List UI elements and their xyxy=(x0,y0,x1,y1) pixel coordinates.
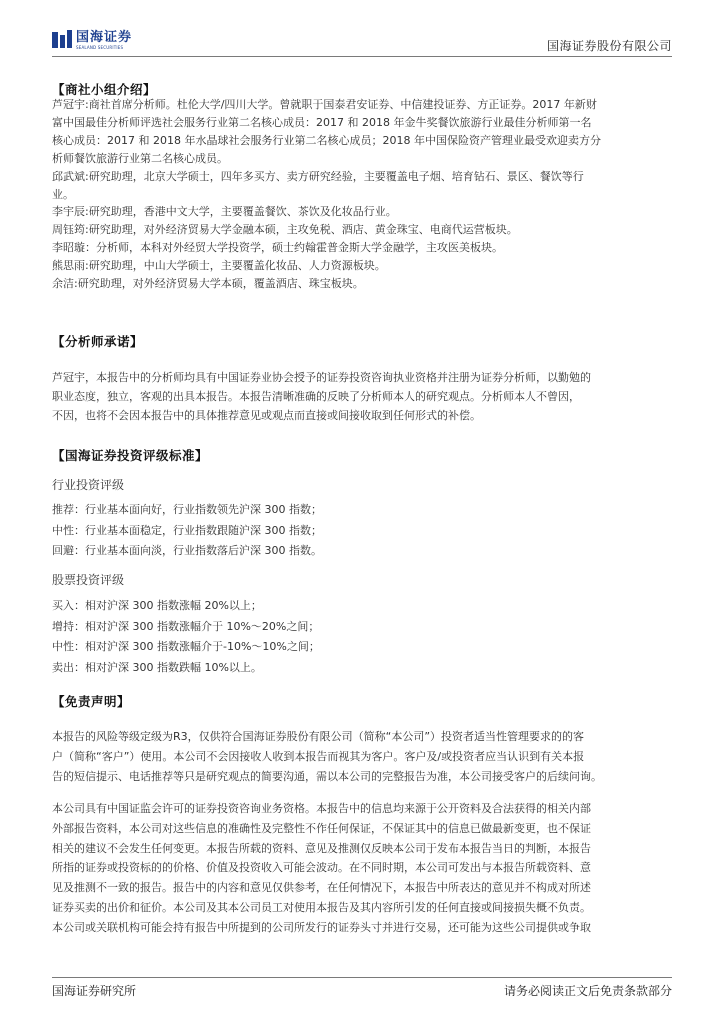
disclaimer-line: 本公司或关联机构可能会持有报告中所提到的公司所发行的证券头寸并进行交易，还可能为这些公司提供或争取 xyxy=(52,920,591,934)
disclaimer-line: 告的短信提示、电话推荐等只是研究观点的简要沟通，需以本公司的完整报告为准，本公司接受客户的后续问询。 xyxy=(52,770,602,783)
company-logo xyxy=(52,30,132,50)
disclaimer-line: 见及推测不一致的报告。报告中的内容和意见仅供参考，在任何情况下，本报告中所表达的意见并不构成对所述 xyxy=(52,881,591,895)
stock-rating-list xyxy=(52,596,320,678)
disclaimer-paragraph-1 xyxy=(52,727,672,787)
team-line: 周钰筠:研究助理，对外经济贸易大学金融本硕，主攻免税、酒店、黄金珠宝、电商代运营板块。 xyxy=(52,223,518,237)
team-line: 李宇辰:研究助理，香港中文大学，主要覆盖餐饮、茶饮及化妆品行业。 xyxy=(52,205,397,219)
stock-rating-item: 增持：相对沪深 300 指数涨幅介于 10%～20%之间； xyxy=(52,619,320,633)
disclaimer-line: 所指的证券或投资标的的价格、价值及投资收入可能会波动。在不同时期，本公司可发出与本报告所载资料、意 xyxy=(52,861,591,875)
industry-rating-item: 回避：行业基本面向淡，行业指数落后沪深 300 指数。 xyxy=(52,544,322,557)
team-line: 析师餐饮旅游行业第二名核心成员。 xyxy=(52,151,228,165)
team-line: 芦冠宇:商社首席分析师。杜伦大学/四川大学。曾就职于国泰君安证券、中信建投证券、方正证券。2017 年新财 xyxy=(52,98,597,111)
commitment-line: 职业态度，独立，客观的出具本报告。本报告清晰准确的反映了分析师本人的研究观点。分析师本人不曾因， xyxy=(52,390,580,403)
team-line: 熊思雨:研究助理，中山大学硕士，主要覆盖化妆品、人力资源板块。 xyxy=(52,259,386,273)
commitment-text xyxy=(52,368,672,425)
disclaimer-line: 户（简称“客户”）使用。本公司不会因接收人收到本报告而视其为客户。客户及/或投资者应当认识到有关本报 xyxy=(52,750,585,763)
footer-notice: 请务必阅读正文后免责条款部分 xyxy=(503,984,672,998)
stock-rating-title: 股票投资评级 xyxy=(52,573,125,587)
page-header xyxy=(52,28,672,57)
commitment-section-title: 【分析师承诺】 xyxy=(52,334,144,349)
rating-section-title: 【国海证券投资评级标准】 xyxy=(52,448,209,463)
team-line: 业。 xyxy=(52,187,74,201)
team-line: 富中国最佳分析师评选社会服务行业第二名核心成员：2017 和 2018 年金牛奖餐饮旅游行业最佳分析师第一名 xyxy=(52,115,592,129)
commitment-line: 芦冠宇，本报告中的分析师均具有中国证券业协会授予的证券投资咨询执业资格并注册为证券分析师，以勤勉的 xyxy=(52,371,591,384)
team-section-title: 【商社小组介绍】 xyxy=(52,82,157,97)
logo-icon xyxy=(52,30,72,50)
disclaimer-section-title: 【免责声明】 xyxy=(52,694,131,709)
stock-rating-item: 卖出：相对沪深 300 指数跌幅 10%以上。 xyxy=(52,660,262,674)
disclaimer-line: 本公司具有中国证监会许可的证券投资咨询业务资格。本报告中的信息均来源于公开资料及合法获得的相关内部 xyxy=(52,802,591,815)
disclaimer-line: 证券买卖的出价和征价。本公司及其本公司员工对使用本报告及其内容所引发的任何直接或间接损失概不负责。 xyxy=(52,900,591,914)
logo-name-cn: 国海证券 xyxy=(76,29,133,45)
team-line: 余洁:研究助理，对外经济贸易大学本硕，覆盖酒店、珠宝板块。 xyxy=(52,277,364,291)
industry-rating-item: 中性：行业基本面稳定，行业指数跟随沪深 300 指数； xyxy=(52,523,322,537)
disclaimer-paragraph-2 xyxy=(52,799,672,938)
stock-rating-item: 中性：相对沪深 300 指数涨幅介于-10%～10%之间； xyxy=(52,640,320,653)
stock-rating-item: 买入：相对沪深 300 指数涨幅 20%以上； xyxy=(52,599,262,612)
disclaimer-line: 外部报告资料，本公司对这些信息的准确性及完整性不作任何保证，不保证其中的信息已做最新变更，也不保证 xyxy=(52,821,591,835)
disclaimer-line: 本报告的风险等级定级为R3，仅供符合国海证券股份有限公司（简称“本公司”）投资者适当性管理要求的的客 xyxy=(52,730,585,743)
logo-name-en: SEALAND SECURITIES xyxy=(76,44,124,50)
industry-rating-list xyxy=(52,500,322,562)
disclaimer-line: 相关的建议不会发生任何变更。本报告所载的资料、意见及推测仅反映本公司于发布本报告当日的判断，本报告 xyxy=(52,841,591,855)
commitment-line: 不因，也将不会因本报告中的具体推荐意见或观点而直接或间接收取到任何形式的补偿。 xyxy=(52,409,481,422)
industry-rating-title: 行业投资评级 xyxy=(52,478,125,492)
team-line: 邱武斌:研究助理，北京大学硕士，四年多买方、卖方研究经验，主要覆盖电子烟、培育钻石、景区、餐饮等行 xyxy=(52,169,584,183)
page-footer xyxy=(52,977,672,998)
team-line: 核心成员：2017 和 2018 年水晶球社会服务行业第二名核心成员；2018 年中国保险资产管理业最受欢迎卖方分 xyxy=(52,133,601,147)
company-name: 国海证券股份有限公司 xyxy=(546,39,672,53)
team-line: 李昭璇：分析师，本科对外经贸大学投资学，硕士约翰霍普金斯大学金融学，主攻医美板块。 xyxy=(52,241,503,255)
footer-institute: 国海证券研究所 xyxy=(52,984,137,998)
team-list xyxy=(52,96,672,293)
industry-rating-item: 推荐：行业基本面向好，行业指数领先沪深 300 指数； xyxy=(52,503,322,516)
